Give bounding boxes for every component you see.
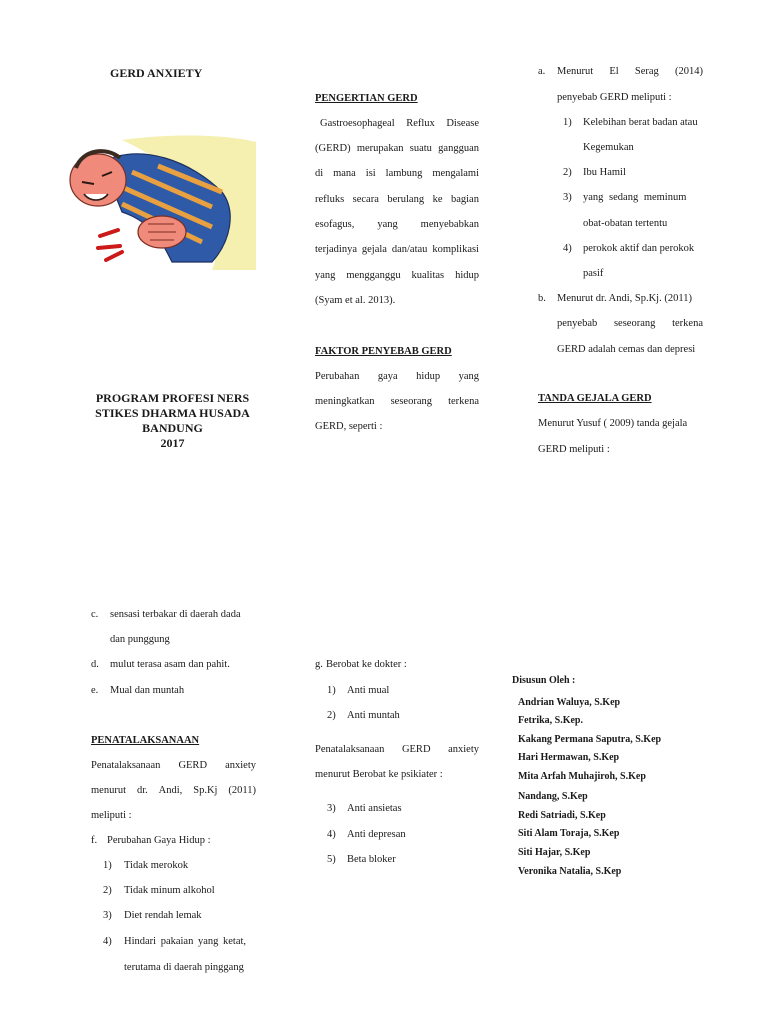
paragraph-line <box>91 760 256 771</box>
author-name: Hari Hermawan, S.Kep <box>518 752 620 763</box>
list-item: pasif <box>583 268 604 279</box>
list-item: sensasi terbakar di daerah dada <box>110 609 241 620</box>
list-number: 4) <box>103 936 112 947</box>
author-name: Kakang Permana Saputra, S.Kep <box>518 734 662 745</box>
word: menyebabkan <box>420 219 479 230</box>
paragraph-line <box>557 318 703 329</box>
list-item: Diet rendah lemak <box>124 910 202 921</box>
list-item: Anti ansietas <box>347 803 402 814</box>
list-item: Kegemukan <box>583 142 634 153</box>
word: terkena <box>448 396 479 407</box>
brochure-title: GERD ANXIETY <box>110 66 203 80</box>
program-line: STIKES DHARMA HUSADA <box>95 406 250 420</box>
word: yang <box>458 371 479 382</box>
word: terkena <box>672 318 703 329</box>
word: gejala <box>361 244 387 255</box>
list-item: Anti depresan <box>347 829 406 840</box>
heading-pengertian: PENGERTIAN GERD <box>315 93 418 104</box>
word: Serag <box>634 66 659 77</box>
list-item: Berobat ke dokter : <box>326 659 407 670</box>
list-marker: g. <box>315 659 323 670</box>
author-name: Mita Arfah Muhajiroh, S.Kep <box>518 771 646 782</box>
list-item: Tidak minum alkohol <box>124 885 215 896</box>
word: mengalami <box>432 168 479 179</box>
author-name: Nandang, S.Kep <box>518 791 588 802</box>
list-marker: f. <box>91 835 98 846</box>
paragraph-line <box>320 118 479 129</box>
word: Reflux <box>406 118 435 129</box>
paragraph-line: Menurut Yusuf ( 2009) tanda gejala <box>538 418 688 429</box>
word: Disease <box>446 118 479 129</box>
paragraph-line: Menurut dr. Andi, Sp.Kj. (2011) <box>557 293 692 304</box>
word: dr. <box>136 785 148 796</box>
word: berulang <box>387 194 425 205</box>
paragraph-line: penyebab GERD meliputi : <box>557 92 672 103</box>
word: Perubahan <box>315 371 360 382</box>
paragraph-line: (Syam et al. 2013). <box>315 295 396 306</box>
word: (2014) <box>675 66 703 77</box>
author-name: Siti Hajar, S.Kep <box>518 847 591 858</box>
list-number: 1) <box>103 860 112 871</box>
paragraph-line <box>315 371 479 382</box>
word: Menurut <box>557 66 594 77</box>
list-marker: d. <box>91 659 99 670</box>
list-number: 2) <box>327 710 336 721</box>
word: seseorang <box>390 396 432 407</box>
word: gangguan <box>438 143 479 154</box>
word: Penatalaksanaan <box>315 744 385 755</box>
list-number: 2) <box>103 885 112 896</box>
paragraph-line: GERD adalah cemas dan depresi <box>557 344 696 355</box>
word: komplikasi <box>432 244 479 255</box>
list-item: Hindari pakaian yang ketat, <box>124 936 247 947</box>
word: di <box>315 168 324 179</box>
author-name: Andrian Waluya, S.Kep <box>518 697 621 708</box>
word: yang <box>315 270 336 281</box>
list-item: obat-obatan tertentu <box>583 218 668 229</box>
program-line: BANDUNG <box>142 421 203 435</box>
paragraph-line <box>315 143 479 154</box>
list-marker: e. <box>91 685 99 696</box>
list-number: 1) <box>327 685 336 696</box>
word: suatu <box>409 143 432 154</box>
author-name: Siti Alam Toraja, S.Kep <box>518 828 620 839</box>
word: (2011) <box>228 785 256 796</box>
word: mana <box>333 168 356 179</box>
gerd-illustration <box>62 132 258 270</box>
program-line: PROGRAM PROFESI NERS <box>95 391 250 405</box>
word: Gastroesophageal <box>320 118 395 129</box>
list-item: mulut terasa asam dan pahit. <box>110 659 230 670</box>
author-name: Veronika Natalia, S.Kep <box>518 866 622 877</box>
list-number: 3) <box>563 192 572 203</box>
word: GERD <box>178 760 208 771</box>
paragraph-line: menurut Berobat ke psikiater : <box>315 769 443 780</box>
list-item: Beta bloker <box>347 854 396 865</box>
paragraph-line <box>315 168 479 179</box>
word: merupakan <box>356 143 404 154</box>
word: meningkatkan <box>315 396 375 407</box>
word: mengganggu <box>346 270 401 281</box>
word: (GERD) <box>315 143 351 154</box>
word: Sp.Kj <box>193 785 218 796</box>
list-item: Tidak merokok <box>124 860 189 871</box>
heading-faktor: FAKTOR PENYEBAB GERD <box>315 346 452 357</box>
list-number: 3) <box>103 910 112 921</box>
list-marker: a. <box>538 66 546 77</box>
word: El <box>609 66 619 77</box>
paragraph-line <box>315 744 479 755</box>
list-number: 2) <box>563 167 572 178</box>
list-item: Kelebihan berat badan atau <box>583 117 698 128</box>
word: anxiety <box>448 744 479 755</box>
author-name: Redi Satriadi, S.Kep <box>518 810 606 821</box>
list-item: perokok aktif dan perokok <box>583 243 695 254</box>
paragraph-line <box>315 219 479 230</box>
word: dan/atau <box>391 244 428 255</box>
word: ke <box>432 194 443 205</box>
paragraph-line <box>315 194 479 205</box>
word: kualitas <box>411 270 445 281</box>
word: penyebab <box>557 318 598 329</box>
heading-tanda: TANDA GEJALA GERD <box>538 393 652 404</box>
word: hidup <box>455 270 479 281</box>
program-line: 2017 <box>160 436 185 450</box>
list-item: terutama di daerah pinggang <box>124 962 244 973</box>
paragraph-line <box>315 270 479 281</box>
paragraph-line: GERD meliputi : <box>538 444 610 455</box>
word: yang <box>377 219 398 230</box>
word: isi <box>365 168 376 179</box>
word: hidup <box>416 371 441 382</box>
list-item: Anti mual <box>347 685 390 696</box>
list-item: Mual dan muntah <box>110 685 185 696</box>
list-number: 5) <box>327 854 336 865</box>
list-item: yang sedang meminum <box>583 192 687 203</box>
list-item: dan punggung <box>110 634 170 645</box>
list-number: 4) <box>327 829 336 840</box>
list-item: Anti muntah <box>347 710 400 721</box>
word: anxiety <box>225 760 256 771</box>
paragraph-line: GERD, seperti : <box>315 421 383 432</box>
word: terjadinya <box>315 244 357 255</box>
list-item: Perubahan Gaya Hidup : <box>107 835 211 846</box>
word: secara <box>352 194 379 205</box>
word: esofagus, <box>315 219 355 230</box>
word: menurut <box>91 785 126 796</box>
list-marker: c. <box>91 609 99 620</box>
word: seseorang <box>613 318 656 329</box>
list-marker: b. <box>538 293 546 304</box>
word: lambung <box>385 168 423 179</box>
word: Penatalaksanaan <box>91 760 161 771</box>
paragraph-line <box>557 66 703 77</box>
word: GERD <box>401 744 431 755</box>
author-name: Fetrika, S.Kep. <box>518 715 583 726</box>
paragraph-line <box>315 396 479 407</box>
word: gaya <box>377 371 398 382</box>
paragraph-line <box>91 785 256 796</box>
paragraph-line: meliputi : <box>91 810 132 821</box>
paragraph-line <box>315 244 479 255</box>
list-item: Ibu Hamil <box>583 167 626 178</box>
list-number: 4) <box>563 243 572 254</box>
list-number: 3) <box>327 803 336 814</box>
word: refluks <box>315 194 345 205</box>
heading-penatalaksanaan: PENATALAKSANAAN <box>91 735 200 746</box>
list-number: 1) <box>563 117 572 128</box>
word: bagian <box>450 194 479 205</box>
disusun-label: Disusun Oleh : <box>512 675 576 686</box>
word: Andi, <box>158 785 183 796</box>
